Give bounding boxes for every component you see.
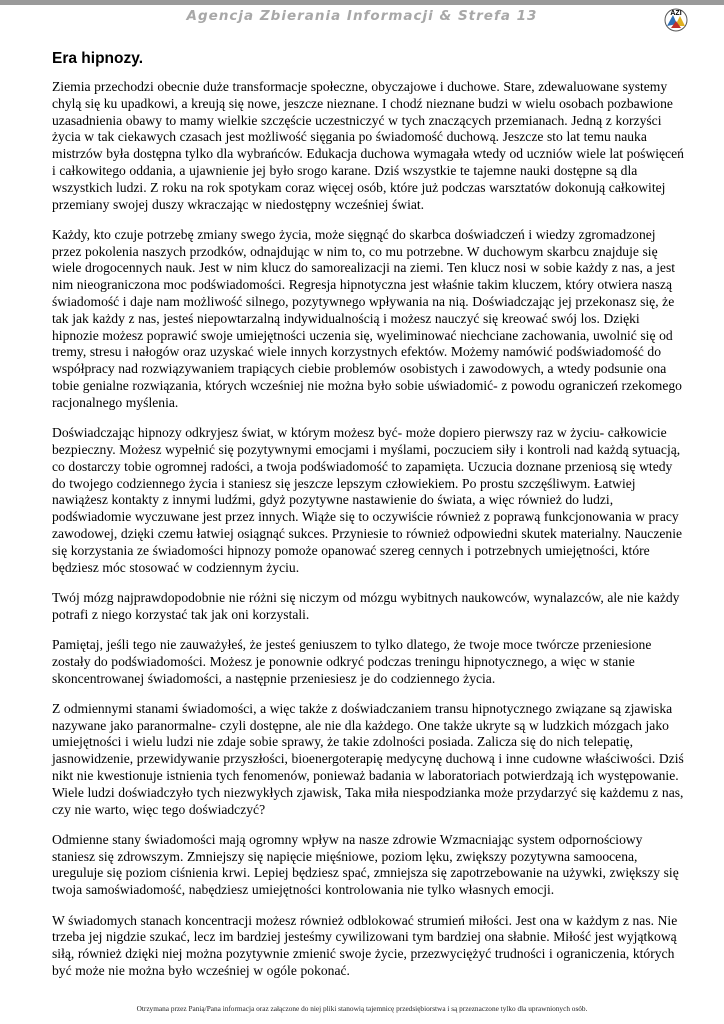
paragraph-7: Odmienne stany świadomości mają ogromny wpływ na nasze zdrowie Wzmacniając system odpornościowy staniesz się zdrowszym. Zmniejszy się napięcie mięśniowe, poziom lęku, zwiększy pozytywna samoocena, ureguluje się poziom ciśnienia krwi. Lepiej będziesz spać, zmniejsza się zapotrzebowanie na używki, zwiększy się twoja samoświadomość, nabędziesz umiejętności kontrolowania nie tylko własnych emocji. xyxy=(52,831,679,898)
paragraph-3: Doświadczając hipnozy odkryjesz świat, w którym możesz być- może dopiero pierwszy raz w życiu- całkowicie bezpieczny. Możesz wypełnić się pozytywnymi emocjami i myślami, poczuciem siły i kontroli nad każdą sytuacją, co dostarczy tobie ogromnej radości, a twoja podświadomość to zapamięta. Uczucia doznane przeniosą się wtedy do twojego codziennego życia i staniesz się jeszcze lepszym człowiekiem. Po prostu szczęśliwym. Łatwiej nawiążesz kontakty z innymi ludźmi, gdyż pozytywne nastawienie do świata, a więc również do ludzi, podświadomie wyczuwane jest przez innych. Wiąże się to oczywiście również z poprawą funkcjonowania w pracy zawodowej, dzięki czemu łatwiej osiągnąć sukces. Przyniesie to również odpowiedni skutek materialny. Nauczenie się korzystania ze świadomości hipnozy pomoże opanować szereg cennych i potrzebnych umiejętności, które będziesz móc stosować w codziennym życiu. xyxy=(52,425,683,575)
page-header: Agencja Zbierania Informacji & Strefa 13 xyxy=(186,8,538,24)
paragraph-4: Twój mózg najprawdopodobnie nie różni się niczym od mózgu wybitnych naukowców, wynalazców, ale nie każdy potrafi z niego korzystać tak jak oni korzystali. xyxy=(52,589,680,622)
logo-text: AZI xyxy=(670,10,682,17)
paragraph-5: Pamiętaj, jeśli tego nie zauważyłeś, że jesteś geniuszem to tylko dlatego, że twoje moce twórcze przeniesione zostały do podświadomości. Możesz je ponownie odkryć podczas treningu hipnotycznego, a więc w stanie skoncentrowanej świadomości, a następnie przeniesiesz je do codziennego życia. xyxy=(52,636,652,686)
paragraph-1: Ziemia przechodzi obecnie duże transformacje społeczne, obyczajowe i duchowe. Stare, zdewaluowane systemy chylą się ku upadkowi, a kreują się nowe, jeszcze nieznane. I chodź nieznane budzi w wielu osobach pozbawione uzasadnienia obawy to mamy wielkie szczęście uczestniczyć w tych znaczących przemianach. Jedną z korzyści życia w tak ciekawych czasach jest możliwość sięgania po świadomość duchową. Jeszcze sto lat temu nauka mistrzów była dostępna tylko dla wybrańców. Edukacja duchowa wymagała wtedy od uczniów wiele lat poświęceń i całkowitego oddania, a ujawnienie jej było srogo karane. Dziś wszystkie te tajemne nauki dostępne są dla wszystkich ludzi. Z roku na rok spotykam coraz więcej osób, które już podczas warsztatów dokonują całkowitej przemiany swojej duszy wkraczając w niedostępny wcześniej świat. xyxy=(52,79,684,212)
paragraph-6: Z odmiennymi stanami świadomości, a więc także z doświadczaniem transu hipnotycznego związane są zjawiska nazywane jako paranormalne- czyli dostępne, ale nie dla każdego. One także ukryte są w ludzkich mózgach jako umiejętności i wielu ludzi nie zdaje sobie sprawy, że takie zdolności posiada. Zalicza się do nich telepatię, jasnowidzenie, przewidywanie przyszłości, bioenergoterapię medycynę duchową i inne cudowne właściwości. Dziś nikt nie kwestionuje istnienia tych fenomenów, ponieważ badania w laboratoriach potwierdzają ich występowanie. Wiele ludzi doświadczyło tych niezwykłych zjawisk, Taka miła niespodzianka może przydarzyć się każdemu z nas, czy nie warto, więc tego doświadczyć? xyxy=(52,700,684,817)
azi-logo xyxy=(663,6,689,32)
article-title: Era hipnozy. xyxy=(52,50,144,67)
paragraph-8: W świadomych stanach koncentracji możesz również odblokować strumień miłości. Jest ona w każdym z nas. Nie trzeba jej nigdzie szukać, lecz im bardziej jesteśmy cywilizowani tym bardziej ona słabnie. Miłość jest wyjątkową siłą, również dzięki niej można pozytywnie zmienić swoje życie, przezwyciężyć trudności i ograniczenia, których być może nie można było wcześniej w ogóle pokonać. xyxy=(52,912,678,978)
article-body xyxy=(52,79,684,993)
paragraph-2: Każdy, kto czuje potrzebę zmiany swego życia, może sięgnąć do skarbca doświadczeń i wiedzy zgromadzonej przez pokolenia naszych przodków, odnajdując w nim to, co mu potrzebne. W duchowym skarbcu znajduje się wiele drogocennych nauk. Jest w nim klucz do samorealizacji na ziemi. Ten klucz nosi w sobie każdy z nas, a jest nim nieograniczona moc podświadomości. Regresja hipnotyczna jest właśnie takim kluczem, który otwiera naszą świadomość i daje nam możliwość silnego, pozytywnego wpływania na nią. Doświadczając jej przekonasz się, że tak jak każdy z nas, jesteś niepowtarzalną indywidualnością i możesz nauczyć się kreować swój los. Dzięki hipnozie możesz poprawić swoje umiejętności uczenia się, wyeliminować niechciane zachowania, uwolnić się od tremy, stresu i nałogów oraz uzyskać wiele innych korzystnych efektów. Możemy namówić podświadomość do współpracy nad rozwiązywaniem trapiących ciebie problemów osobistych i zawodowych, a wtedy podsunie ona tobie genialne rozwiązania, których wcześniej nie można było sobie uświadomić- z powodu ograniczeń rzekomego racjonalnego myślenia. xyxy=(52,226,682,410)
top-rule xyxy=(0,0,724,5)
confidentiality-footer: Otrzymana przez Panią/Pana informacja oraz załączone do niej pliki stanowią tajemnicę przedsiębiorstwa i są przeznaczone tylko dla uprawnionych osób. xyxy=(136,1004,588,1013)
